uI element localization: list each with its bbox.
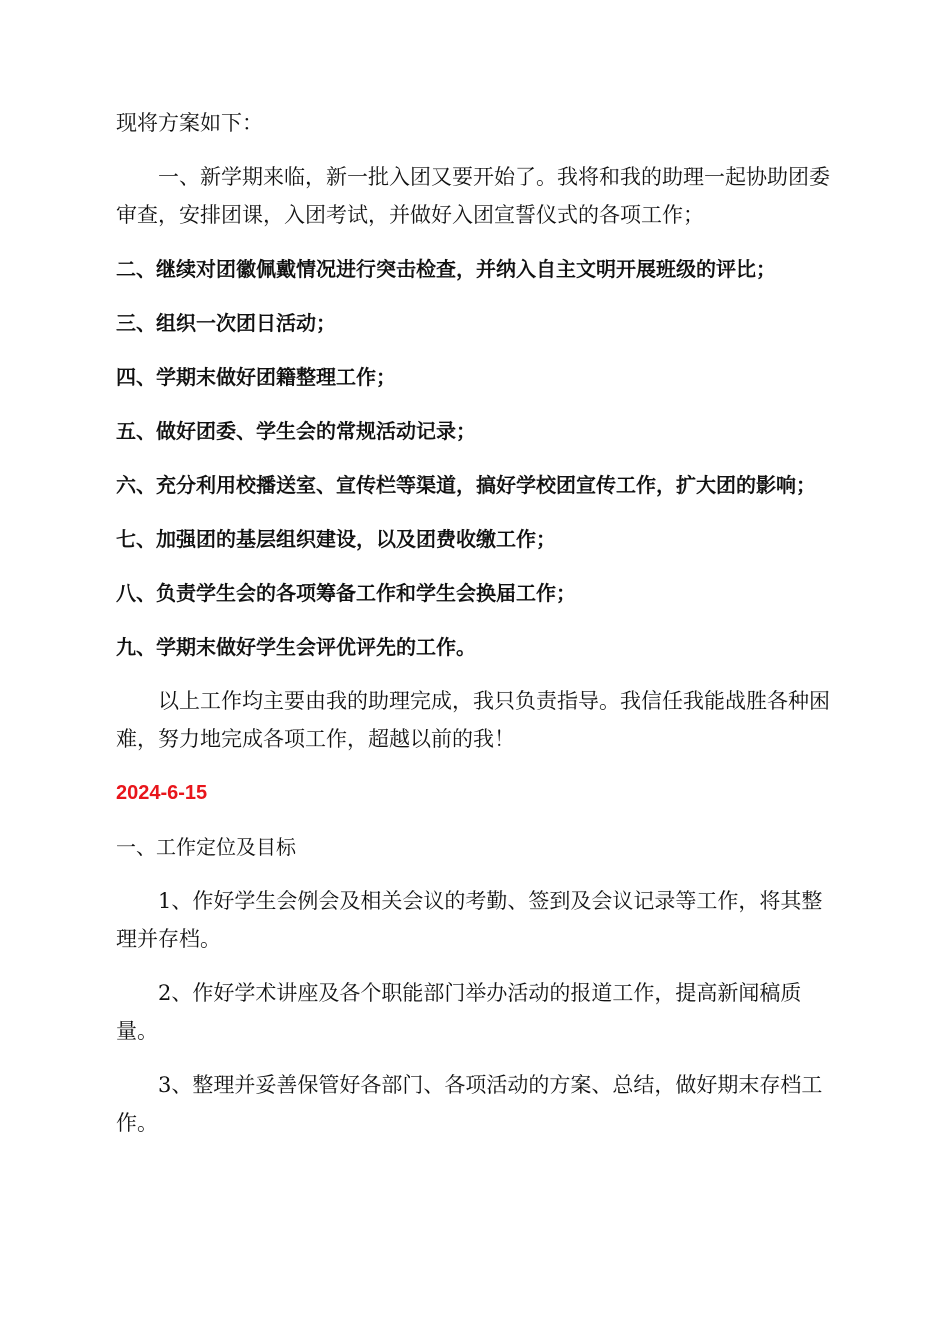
section-item-3: 3、整理并妥善保管好各部门、各项活动的方案、总结，做好期末存档工作。: [116, 1073, 823, 1135]
closing-paragraph: 以上工作均主要由我的助理完成，我只负责指导。我信任我能战胜各种困难，努力地完成各项工作，超越以前的我！: [116, 689, 830, 751]
plan-item-6: 六、充分利用校播送室、宣传栏等渠道，搞好学校团宣传工作，扩大团的影响；: [116, 473, 816, 497]
plan-item-5: 五、做好团委、学生会的常规活动记录；: [116, 419, 476, 443]
plan-item-4: 四、学期末做好团籍整理工作；: [116, 365, 396, 389]
plan-item-3: 三、组织一次团日活动；: [116, 311, 336, 335]
document-page: [116, 104, 834, 1158]
plan-item-8: 八、负责学生会的各项筹备工作和学生会换届工作；: [116, 581, 576, 605]
plan-item-1: 一、新学期来临，新一批入团又要开始了。我将和我的助理一起协助团委审查，安排团课，入团考试，并做好入团宣誓仪式的各项工作；: [116, 165, 830, 227]
intro-line: 现将方案如下：: [116, 111, 263, 135]
document-date: 2024-6-15: [116, 782, 208, 804]
plan-item-7: 七、加强团的基层组织建设，以及团费收缴工作；: [116, 527, 556, 551]
section-item-2: 2、作好学术讲座及各个职能部门举办活动的报道工作，提高新闻稿质量。: [116, 981, 802, 1043]
plan-item-2: 二、继续对团徽佩戴情况进行突击检查，并纳入自主文明开展班级的评比；: [116, 257, 776, 281]
section-heading: 一、工作定位及目标: [116, 835, 296, 859]
section-item-1: 1、作好学生会例会及相关会议的考勤、签到及会议记录等工作，将其整理并存档。: [116, 889, 823, 951]
plan-item-9: 九、学期末做好学生会评优评先的工作。: [116, 635, 476, 659]
